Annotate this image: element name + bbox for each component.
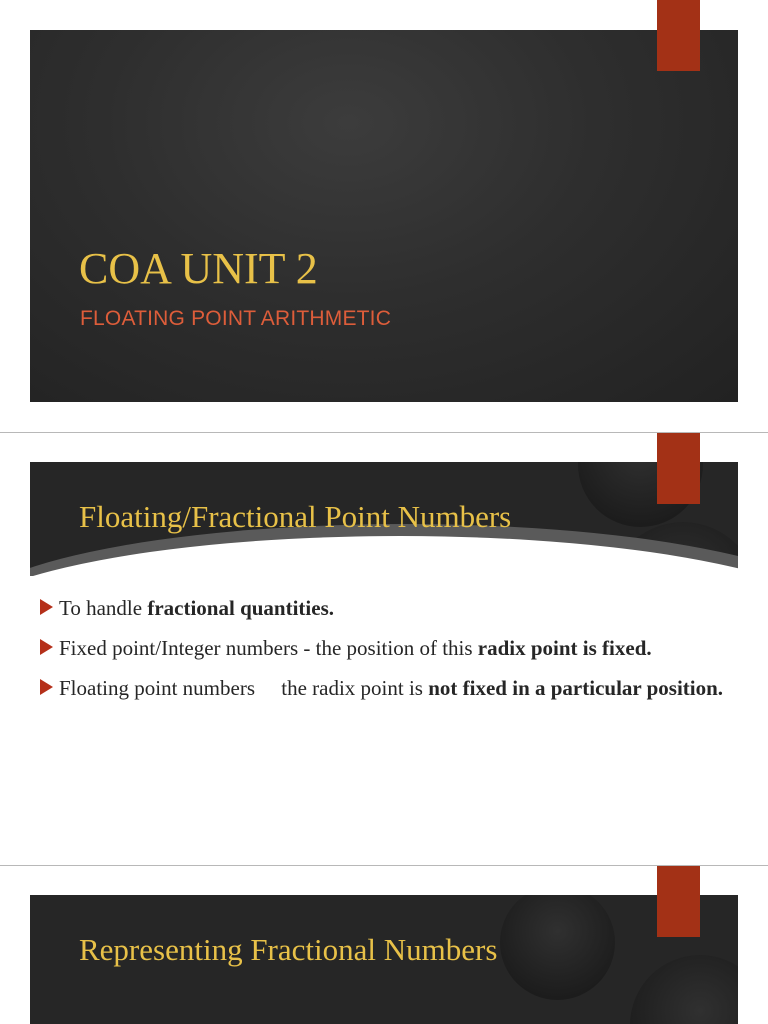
triangle-bullet-icon <box>40 679 53 695</box>
slide-3-title: Representing Fractional Numbers <box>79 932 498 967</box>
bullet-item <box>36 673 736 704</box>
decorative-circle <box>500 895 615 1000</box>
bullet-emphasis: not fixed in a particular position. <box>428 676 724 700</box>
accent-tab <box>657 866 700 937</box>
bullet-list <box>36 593 736 713</box>
slide-1 <box>0 0 768 432</box>
accent-tab <box>657 433 700 504</box>
bullet-item <box>36 633 736 664</box>
slide-1-title: COA UNIT 2 <box>79 244 318 293</box>
accent-tab <box>657 0 700 71</box>
decorative-circle <box>630 955 738 1024</box>
bullet-text: To handle <box>59 596 148 620</box>
slide-1-subtitle: FLOATING POINT ARITHMETIC <box>80 307 392 330</box>
bullet-text: Floating point numbers the radix point is <box>59 676 429 700</box>
slide-3 <box>0 866 768 1024</box>
triangle-bullet-icon <box>40 639 53 655</box>
bullet-emphasis: radix point is fixed. <box>477 636 652 660</box>
bullet-emphasis: fractional quantities. <box>147 596 335 620</box>
triangle-bullet-icon <box>40 599 53 615</box>
slide-2-title: Floating/Fractional Point Numbers <box>79 499 512 534</box>
bullet-item <box>36 593 736 624</box>
slide-2 <box>0 433 768 865</box>
bullet-text: Fixed point/Integer numbers - the position of this <box>59 636 478 660</box>
title-panel <box>30 30 738 402</box>
